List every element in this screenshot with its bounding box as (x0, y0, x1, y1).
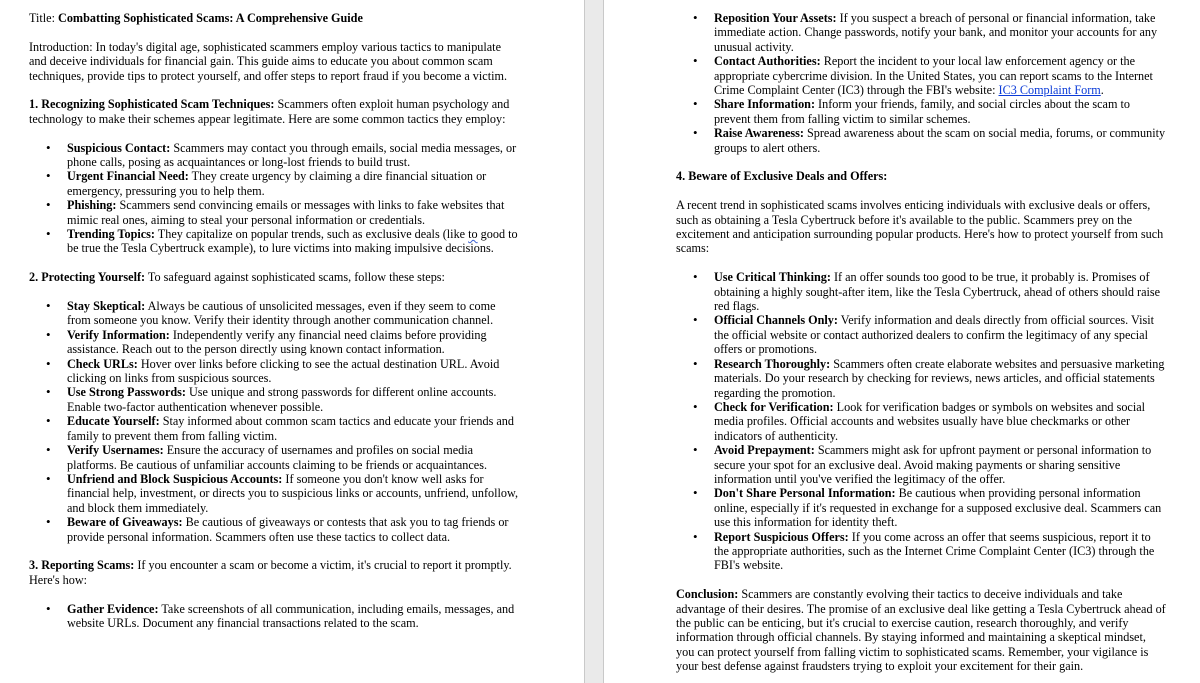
list-item: • Don't Share Personal Information: Be cautious when providing personal information online, especially if it's requested in exchange for a supposed exclusive deal. Scammers can use this information for identity theft. (714, 486, 1166, 529)
list-item: • Trending Topics: They capitalize on popular trends, such as exclusive deals (like to good to be true the Tesla Cybertruck example), to lure victims into making impulsive decisions. (67, 227, 519, 256)
page-content-left (29, 11, 519, 645)
introduction-paragraph: Introduction: In today's digital age, sophisticated scammers employ various tactics to manipulate and deceive individuals for financial gain. This guide aims to educate you about common scam techniques, provide tips to protect yourself, and offer steps to report fraud if you become a victim. (29, 39, 507, 83)
list-item: • Avoid Prepayment: Scammers might ask for upfront payment or personal information to secure your spot for an exclusive deal. Avoid making payments or sharing sensitive information until you've verified the legitimacy of the offer. (714, 443, 1166, 486)
list-item: • Use Critical Thinking: If an offer sounds too good to be true, it probably is. Promises of obtaining a highly sought-after item, like the Tesla Cybertruck, ahead of others should raise red flags. (714, 270, 1166, 313)
section-2-intro: 2. Protecting Yourself: To safeguard against sophisticated scams, follow these steps: (29, 270, 445, 285)
list-item: • Official Channels Only: Verify information and deals directly from official sources. Visit the official website or contact authorized dealers to confirm the legitimacy of any special offers or promotions. (714, 313, 1166, 356)
document-page-left (0, 0, 584, 683)
section-2-list (29, 299, 519, 544)
section-2-heading: 2. Protecting Yourself: (29, 270, 146, 285)
conclusion-paragraph: Conclusion: Scammers are constantly evolving their tactics to deceive individuals and take advantage of their desires. The promise of an exclusive deal like getting a Tesla Cybertruck ahead of the public can be enticing, but it's crucial to exercise caution, research thoroughly, and verify information through official channels. By staying informed and maintaining a skeptical mindset, you can protect yourself from falling victim to sophisticated scams. Remember, your vigilance is your best defense against fraudsters trying to exploit your excitement for their gain. (676, 587, 1166, 674)
ic3-complaint-form-link[interactable]: IC3 Complaint Form (998, 83, 1101, 98)
list-item: • Phishing: Scammers send convincing emails or messages with links to fake websites that mimic real ones, aiming to steal your personal information or credentials. (67, 198, 519, 227)
document-title: Combatting Sophisticated Scams: A Comprehensive Guide (58, 11, 363, 25)
page-edge-left (584, 0, 585, 683)
section-4-heading-line (676, 169, 1166, 183)
list-item: • Gather Evidence: Take screenshots of all communication, including emails, messages, and website URLs. Document any financial transactions related to the scam. (67, 602, 519, 631)
section-1-list (29, 141, 519, 256)
list-item: • Beware of Giveaways: Be cautious of giveaways or contests that ask you to tag friends or provide personal information. Scammers often use these tactics to collect data. (67, 515, 519, 544)
list-item: • Suspicious Contact: Scammers may contact you through emails, social media messages, or phone calls, posing as acquaintances or long-lost friends to build trust. (67, 141, 519, 170)
title-line (29, 11, 519, 25)
title-label: Title: (29, 11, 59, 25)
list-item: • Check for Verification: Look for verification badges or symbols on websites and social media profiles. Official accounts and websites usually have blue checkmarks or other indicators of authenticity. (714, 400, 1166, 443)
list-item: • Stay Skeptical: Always be cautious of unsolicited messages, even if they seem to come from someone you know. Verify their identity through another communication channel. (67, 299, 519, 328)
section-3-list (29, 602, 519, 631)
page-gutter (584, 0, 604, 683)
list-item: • Educate Yourself: Stay informed about common scam tactics and educate your friends and family to prevent them from falling victim. (67, 414, 519, 443)
list-item: • Raise Awareness: Spread awareness about the scam on social media, forums, or community groups to alert others. (714, 126, 1166, 155)
section-4-heading: 4. Beware of Exclusive Deals and Offers: (676, 169, 888, 184)
list-item: • Reposition Your Assets: If you suspect a breach of personal or financial information, take immediate action. Change passwords, notify your bank, and monitor your accounts for any unusual activity. (714, 11, 1166, 54)
list-item: • Verify Usernames: Ensure the accuracy of usernames and profiles on social media platforms. Be cautious of unfamiliar accounts claiming to be friends or acquaintances. (67, 443, 519, 472)
page-content-right (676, 11, 1166, 683)
spellcheck-flagged-word: to (468, 227, 478, 242)
list-item: • Urgent Financial Need: They create urgency by claiming a dire financial situation or emergency, pressuring you to help them. (67, 169, 519, 198)
section-4-intro: A recent trend in sophisticated scams involves enticing individuals with exclusive deals or offers, such as obtaining a Tesla Cybertruck before it's available to the public. Scammers prey on the excitement and anticipation surrounding popular products. Here's how to protect yourself from such scams: (676, 198, 1164, 256)
list-item: • Use Strong Passwords: Use unique and strong passwords for different online accounts. Enable two-factor authentication whenever possible. (67, 385, 519, 414)
list-item: • Research Thoroughly: Scammers often create elaborate websites and persuasive marketing materials. Do your research by checking for reviews, news articles, and official statements regarding the promotion. (714, 357, 1166, 400)
list-item: • Verify Information: Independently verify any financial need claims before providing assistance. Reach out to the person directly using known contact information. (67, 328, 519, 357)
list-item: • Check URLs: Hover over links before clicking to see the actual destination URL. Avoid clicking on links from suspicious sources. (67, 357, 519, 386)
list-item: • Unfriend and Block Suspicious Accounts: If someone you don't know well asks for financial help, investment, or directs you to suspicious links or accounts, unfriend, unfollow, and block them immediately. (67, 472, 519, 515)
section-3-heading: 3. Reporting Scams: (29, 558, 135, 573)
section-3-intro: 3. Reporting Scams: If you encounter a scam or become a victim, it's crucial to report it promptly. Here's how: (29, 558, 512, 587)
section-1-heading: 1. Recognizing Sophisticated Scam Techniques: (29, 97, 275, 112)
section-4-list (676, 270, 1166, 573)
section-3-list-continued (676, 11, 1166, 155)
document-page-right (604, 0, 1200, 683)
conclusion-label: Conclusion: (676, 587, 739, 602)
list-item: • Contact Authorities: Report the incident to your local law enforcement agency or the appropriate cybercrime division. In the United States, you can report scams to the Internet Crime Complaint Center (IC3) through the FBI's website: IC3 Complaint Form. (714, 54, 1166, 97)
section-1-intro: 1. Recognizing Sophisticated Scam Techniques: Scammers often exploit human psychology and technology to make their schemes appear legitimate. Here are some common tactics they employ: (29, 97, 510, 126)
list-item: • Report Suspicious Offers: If you come across an offer that seems suspicious, report it to the appropriate authorities, such as the Internet Crime Complaint Center (IC3) through the FBI's website. (714, 530, 1166, 573)
list-item: • Share Information: Inform your friends, family, and social circles about the scam to prevent them from falling victim to similar schemes. (714, 97, 1166, 126)
